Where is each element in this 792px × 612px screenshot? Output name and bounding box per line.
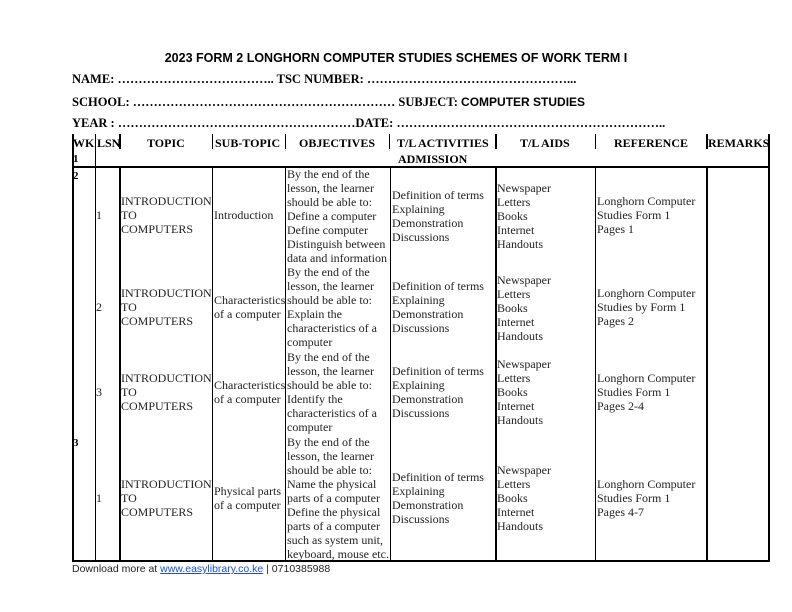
- objective-line: keyboard, mouse etc.: [287, 547, 389, 561]
- objective-line: parts of a computer: [287, 491, 380, 505]
- date-label: DATE:: [355, 116, 397, 130]
- school-field: ………………………………………………………: [132, 95, 399, 109]
- aid-line: Newspaper: [497, 181, 551, 195]
- header-activities: T/L ACTIVITIES: [397, 136, 489, 150]
- aid-line: Letters: [497, 287, 531, 301]
- topic-line: TO: [121, 491, 137, 505]
- objective-line: should be able to:: [287, 293, 372, 307]
- topic-cell: [121, 477, 212, 519]
- aid-line: Books: [497, 385, 528, 399]
- reference-line: Pages 2-4: [597, 399, 644, 413]
- topic-line: INTRODUCTION: [121, 194, 212, 208]
- aid-line: Handouts: [497, 329, 543, 343]
- name-line: [72, 72, 576, 87]
- reference-line: Longhorn Computer: [597, 194, 696, 208]
- lesson-number: 1: [96, 491, 102, 505]
- reference-line: Studies Form 1: [597, 385, 671, 399]
- reference-line: Pages 1: [597, 222, 634, 236]
- page-footer: [72, 563, 330, 575]
- activities-cell: [392, 364, 484, 420]
- activity-line: Discussions: [392, 230, 450, 244]
- week-number: 3: [73, 437, 79, 449]
- aid-line: Handouts: [497, 413, 543, 427]
- objectives-cell: [287, 265, 377, 349]
- subtopic-cell: [214, 378, 285, 406]
- reference-line: Studies Form 1: [597, 208, 671, 222]
- objective-line: Identify the: [287, 392, 343, 406]
- activity-line: Definition of terms: [392, 470, 484, 484]
- aid-line: Internet: [497, 505, 535, 519]
- header-lsn: LSN: [97, 136, 121, 150]
- objective-line: should be able to:: [287, 378, 372, 392]
- week-number: 2: [73, 170, 79, 182]
- activity-line: Demonstration: [392, 498, 464, 512]
- subtopic-line: Characteristics: [214, 378, 286, 392]
- aids-cell: [497, 357, 551, 427]
- topic-line: INTRODUCTION: [121, 286, 212, 300]
- header-topic: TOPIC: [147, 136, 185, 150]
- col-border: [212, 167, 213, 561]
- objective-line: By the end of the: [287, 435, 370, 449]
- lesson-number: 1: [96, 208, 102, 222]
- topic-line: TO: [121, 385, 137, 399]
- header-subtopic: SUB-TOPIC: [215, 136, 281, 150]
- topic-line: COMPUTERS: [121, 399, 194, 413]
- aid-line: Letters: [497, 371, 531, 385]
- activity-line: Demonstration: [392, 392, 464, 406]
- objective-line: parts of a computer: [287, 519, 380, 533]
- col-border: [390, 167, 391, 561]
- reference-cell: [597, 477, 695, 519]
- activity-line: Demonstration: [392, 216, 464, 230]
- objective-line: computer: [287, 420, 333, 434]
- objective-line: should be able to:: [287, 463, 372, 477]
- date-field: ………………………………………………………..: [396, 116, 666, 130]
- objective-line: such as system unit,: [287, 533, 383, 547]
- aid-line: Letters: [497, 195, 531, 209]
- activities-cell: [392, 470, 484, 526]
- header-bottom-border: [72, 166, 770, 168]
- activities-cell: [392, 279, 484, 335]
- objectives-cell: [287, 167, 387, 265]
- footer-prefix: Download more at: [72, 563, 161, 575]
- col-border: [706, 167, 708, 561]
- activity-line: Explaining: [392, 378, 445, 392]
- objective-line: lesson, the learner: [287, 449, 374, 463]
- activity-line: Discussions: [392, 321, 450, 335]
- subtopic-line: Characteristics: [214, 293, 286, 307]
- year-line: [72, 116, 665, 131]
- topic-line: COMPUTERS: [121, 505, 194, 519]
- aid-line: Letters: [497, 477, 531, 491]
- activity-line: Definition of terms: [392, 279, 484, 293]
- reference-line: Studies Form 1: [597, 491, 671, 505]
- activity-line: Discussions: [392, 512, 450, 526]
- reference-line: Studies by Form 1: [597, 300, 686, 314]
- activity-line: Explaining: [392, 202, 445, 216]
- objectives-cell: [287, 435, 389, 561]
- year-label: YEAR :: [72, 116, 118, 130]
- subtopic-line: Physical parts: [214, 484, 281, 498]
- aids-cell: [497, 463, 551, 533]
- aids-cell: [497, 273, 551, 343]
- aid-line: Newspaper: [497, 357, 551, 371]
- aid-line: Handouts: [497, 237, 543, 251]
- objectives-cell: [287, 350, 377, 434]
- reference-line: Longhorn Computer: [597, 477, 696, 491]
- subtopic-line: Introduction: [214, 208, 274, 222]
- objective-line: By the end of the: [287, 350, 370, 364]
- objective-line: By the end of the: [287, 265, 370, 279]
- aid-line: Books: [497, 301, 528, 315]
- aid-line: Books: [497, 491, 528, 505]
- name-label: NAME:: [72, 72, 118, 86]
- tsc-label: TSC NUMBER:: [276, 72, 367, 86]
- subtopic-cell: [214, 484, 281, 512]
- year-field: …………………………………………………: [117, 116, 356, 130]
- aid-line: Newspaper: [497, 273, 551, 287]
- reference-line: Pages 2: [597, 314, 634, 328]
- activity-line: Explaining: [392, 293, 445, 307]
- objective-line: Name the physical: [287, 477, 377, 491]
- objective-line: lesson, the learner: [287, 181, 374, 195]
- col-border: [595, 134, 596, 149]
- document-title: 2023 FORM 2 LONGHORN COMPUTER STUDIES SCHEMES OF WORK TERM I: [164, 51, 628, 65]
- col-border: [495, 134, 497, 149]
- col-border: [285, 167, 286, 561]
- reference-cell: [597, 286, 695, 328]
- objective-line: Define computer: [287, 223, 368, 237]
- objective-line: Define the physical: [287, 505, 381, 519]
- week-number: 1: [73, 153, 79, 165]
- lesson-number: 2: [96, 300, 102, 314]
- admission-label: ADMISSION: [398, 152, 468, 166]
- objective-line: lesson, the learner: [287, 364, 374, 378]
- topic-line: TO: [121, 300, 137, 314]
- activity-line: Explaining: [392, 484, 445, 498]
- aid-line: Internet: [497, 315, 535, 329]
- objective-line: Explain the: [287, 307, 342, 321]
- topic-line: COMPUTERS: [121, 314, 194, 328]
- header-reference: REFERENCE: [614, 136, 689, 150]
- reference-cell: [597, 194, 695, 236]
- subject-label: SUBJECT:: [398, 95, 462, 109]
- reference-line: Pages 4-7: [597, 505, 644, 519]
- subtopic-line: of a computer: [214, 307, 281, 321]
- topic-cell: [121, 371, 212, 413]
- reference-cell: [597, 371, 695, 413]
- topic-line: TO: [121, 208, 137, 222]
- col-border: [212, 134, 213, 149]
- aid-line: Internet: [497, 399, 535, 413]
- aids-cell: [497, 181, 551, 251]
- aid-line: Books: [497, 209, 528, 223]
- aid-line: Handouts: [497, 519, 543, 533]
- subtopic-line: of a computer: [214, 392, 281, 406]
- subtopic-line: of a computer: [214, 498, 281, 512]
- col-border: [72, 134, 74, 561]
- subtopic-cell: [214, 208, 273, 222]
- objective-line: characteristics of a: [287, 406, 377, 420]
- col-border: [389, 134, 390, 149]
- subtopic-cell: [214, 293, 285, 321]
- objective-line: Define a computer: [287, 209, 377, 223]
- objective-line: Distinguish between: [287, 237, 386, 251]
- reference-line: Longhorn Computer: [597, 286, 696, 300]
- objective-line: By the end of the: [287, 167, 370, 181]
- aid-line: Internet: [497, 223, 535, 237]
- header-wk: WK: [73, 136, 95, 150]
- table-bottom-border: [72, 560, 770, 562]
- topic-line: INTRODUCTION: [121, 477, 212, 491]
- topic-cell: [121, 194, 212, 236]
- objective-line: computer: [287, 335, 333, 349]
- activity-line: Definition of terms: [392, 188, 484, 202]
- header-remarks: REMARKS: [708, 136, 770, 150]
- activity-line: Discussions: [392, 406, 450, 420]
- footer-phone: | 0710385988: [263, 563, 331, 575]
- col-border: [768, 134, 770, 561]
- activities-cell: [392, 188, 484, 244]
- aid-line: Newspaper: [497, 463, 551, 477]
- objective-line: data and information: [287, 251, 387, 265]
- subject-value: COMPUTER STUDIES: [461, 95, 586, 109]
- topic-line: COMPUTERS: [121, 222, 194, 236]
- school-line: [72, 95, 585, 110]
- name-field: ………………………………..: [117, 72, 277, 86]
- activity-line: Demonstration: [392, 307, 464, 321]
- reference-line: Longhorn Computer: [597, 371, 696, 385]
- objective-line: characteristics of a: [287, 321, 377, 335]
- tsc-field: …………………………………………...: [366, 72, 577, 86]
- topic-cell: [121, 286, 212, 328]
- easylibrary-link[interactable]: www.easylibrary.co.ke: [160, 563, 264, 575]
- col-border: [285, 134, 286, 149]
- topic-line: INTRODUCTION: [121, 371, 212, 385]
- activity-line: Definition of terms: [392, 364, 484, 378]
- col-border: [595, 167, 596, 561]
- objective-line: should be able to:: [287, 195, 372, 209]
- header-objectives: OBJECTIVES: [299, 136, 376, 150]
- school-label: SCHOOL:: [72, 95, 133, 109]
- header-aids: T/L AIDS: [520, 136, 570, 150]
- lesson-number: 3: [96, 385, 102, 399]
- objective-line: lesson, the learner: [287, 279, 374, 293]
